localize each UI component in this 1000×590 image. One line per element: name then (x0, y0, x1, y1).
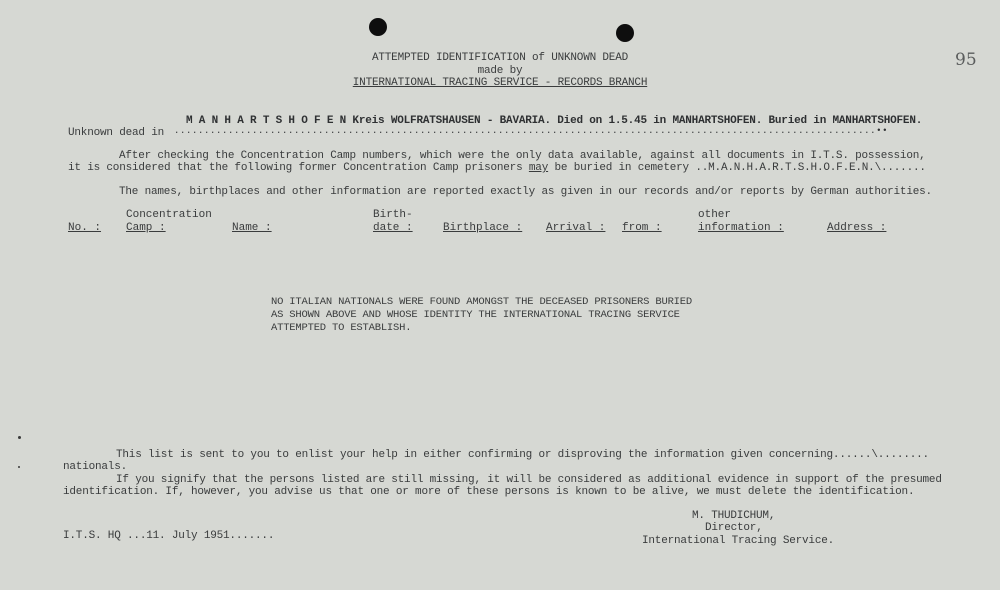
header-made-by: made by (477, 65, 523, 77)
paragraph2: The names, birthplaces and other information are reported exactly as given in our records and/or reports by German authorities. (119, 186, 932, 198)
hq-date: I.T.S. HQ ...11. July 1951....... (63, 530, 275, 542)
header-organization: INTERNATIONAL TRACING SERVICE - RECORDS BRANCH (352, 77, 648, 89)
paragraph1-line2-pre: it is considered that the following former Concentration Camp prisoners (68, 162, 523, 174)
col-address: Address : (827, 222, 887, 234)
col-camp-bottom: Camp : (126, 222, 166, 234)
footer-line3: If you signify that the persons listed are still missing, it will be considered as additional evidence in support of the presumed (116, 474, 942, 486)
col-camp-top: Concentration (126, 209, 212, 221)
footer-line2: nationals. (63, 461, 128, 473)
margin-mark (18, 436, 21, 439)
col-birth-bottom: date : (373, 222, 413, 234)
signature-title: Director, (705, 522, 763, 534)
header-title: ATTEMPTED IDENTIFICATION of UNKNOWN DEAD (371, 52, 629, 64)
margin-mark (18, 466, 20, 468)
col-birthplace: Birthplace : (443, 222, 523, 234)
footer-line1: This list is sent to you to enlist your help in either confirming or disproving the information given concerning......\........ (116, 449, 929, 461)
unknown-dead-label: Unknown dead in (68, 127, 165, 139)
page-number: 95 (955, 50, 977, 70)
burial-location-typed: M A N H A R T S H O F E N Kreis WOLFRATSHAUSEN - BAVARIA. Died on 1.5.45 in MANHARTSHOFEN. Buried in MANHARTSHOFEN. (186, 115, 923, 127)
paragraph1-line2-post: be buried in cemetery ..M.A.N.H.A.R.T.S.H.O.F.E.N.\....... (554, 162, 926, 174)
paragraph1-line2 (68, 162, 926, 175)
paragraph1-may: may (528, 162, 549, 174)
col-other-bottom: information : (698, 222, 784, 234)
unknown-dead-dotted-line: .....................................................................................................................•• (174, 126, 889, 136)
col-birth-top: Birth- (373, 209, 413, 221)
col-from: from : (622, 222, 662, 234)
signature-name: M. THUDICHUM, (692, 510, 776, 522)
col-arrival: Arrival : (546, 222, 606, 234)
punch-hole-left (369, 18, 387, 36)
col-other-top: other (698, 209, 732, 221)
notice-line1: NO ITALIAN NATIONALS WERE FOUND AMONGST THE DECEASED PRISONERS BURIED (271, 296, 692, 308)
notice-line3: ATTEMPTED TO ESTABLISH. (271, 322, 412, 334)
footer-line4: identification. If, however, you advise us that one or more of these persons is known to be alive, we must delete the identification. (63, 486, 915, 498)
notice-line2: AS SHOWN ABOVE AND WHOSE IDENTITY THE INTERNATIONAL TRACING SERVICE (271, 309, 680, 321)
signature-org: International Tracing Service. (642, 535, 835, 547)
col-name: Name : (232, 222, 272, 234)
punch-hole-right (616, 24, 634, 42)
col-no: No. : (68, 222, 102, 234)
paragraph1-line1: After checking the Concentration Camp numbers, which were the only data available, against all documents in I.T.S. possession, (119, 150, 926, 162)
